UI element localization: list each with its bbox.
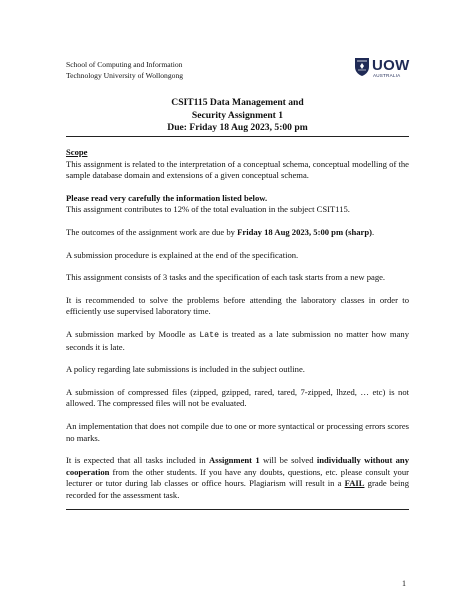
contribution-text: This assignment contributes to 12% of the total evaluation in the subject CSIT115. xyxy=(66,204,350,215)
outcomes-suffix: . xyxy=(372,226,375,237)
school-line-2: Technology University of Wollongong xyxy=(66,70,184,80)
outcomes-prefix: The outcomes of the assignment work are due by xyxy=(66,226,238,237)
logo-text: UOW xyxy=(372,57,410,74)
document-body xyxy=(66,147,409,512)
compile-text: An implementation that does not compile due to one or more syntactical or processing errors scores no marks. xyxy=(66,420,409,443)
individual-part-2: will be solved xyxy=(259,455,317,466)
individual-work-paragraph xyxy=(66,455,409,501)
late-prefix: A submission marked by Moodle as xyxy=(66,328,200,339)
late-suffix: is treated as a late submission no matter how many seconds it is late. xyxy=(66,328,410,352)
tasks-text: This assignment consists of 3 tasks and the specification of each task starts from a new page. xyxy=(66,272,386,283)
title-line-2: Security Assignment 1 xyxy=(191,109,284,121)
submission-procedure-text: A submission procedure is explained at the end of the specification. xyxy=(66,249,299,260)
compressed-files-text: A submission of compressed files (zipped, gzipped, rared, tared, 7-zipped, lhzed, … etc) is not allowed. The compressed files will not be evaluated. xyxy=(66,386,409,409)
uow-logo xyxy=(354,57,410,83)
scope-heading: Scope xyxy=(66,147,88,157)
page-number: 1 xyxy=(402,579,406,588)
school-line-1: School of Computing and Information xyxy=(66,60,183,69)
outcomes-due-date: Friday 18 Aug 2023, 5:00 pm (sharp) xyxy=(237,226,373,237)
individual-assignment: Assignment 1 xyxy=(209,455,260,466)
scope-text: This assignment is related to the interpretation of a conceptual schema, conceptual modelling of the sample database domain and extensions of a given conceptual schema. xyxy=(66,158,409,181)
recommended-text: It is recommended to solve the problems before attending the laboratory classes in order to efficiently use supervised laboratory time. xyxy=(66,294,409,317)
policy-text: A policy regarding late submissions is included in the subject outline. xyxy=(66,364,305,375)
uow-crest-icon xyxy=(354,57,370,77)
top-divider xyxy=(66,136,409,137)
logo-subtext: AUSTRALIA xyxy=(373,73,401,78)
assignment-title xyxy=(66,97,409,135)
outcomes-paragraph xyxy=(66,227,409,239)
school-header xyxy=(66,60,183,81)
individual-part-1: It is expected that all tasks included in xyxy=(66,455,210,466)
individual-part-4: grade being recorded for the assessment task. xyxy=(66,478,409,500)
bottom-divider xyxy=(66,509,409,510)
late-submission-paragraph xyxy=(66,329,409,353)
individual-emphasis: individually without any cooperation xyxy=(66,455,409,477)
fail-grade: FAIL xyxy=(344,478,365,489)
title-line-1: CSIT115 Data Management and xyxy=(171,97,304,108)
title-line-due: Due: Friday 18 Aug 2023, 5:00 pm xyxy=(167,122,308,134)
individual-part-3: from the other students. If you have any doubts, questions, etc. please consult your lecturer or tutor during lab classes or office hours. Plagiarism will result in a xyxy=(66,466,409,489)
read-carefully-heading: Please read very carefully the information listed below. xyxy=(66,192,268,203)
late-keyword: Late xyxy=(199,330,219,340)
